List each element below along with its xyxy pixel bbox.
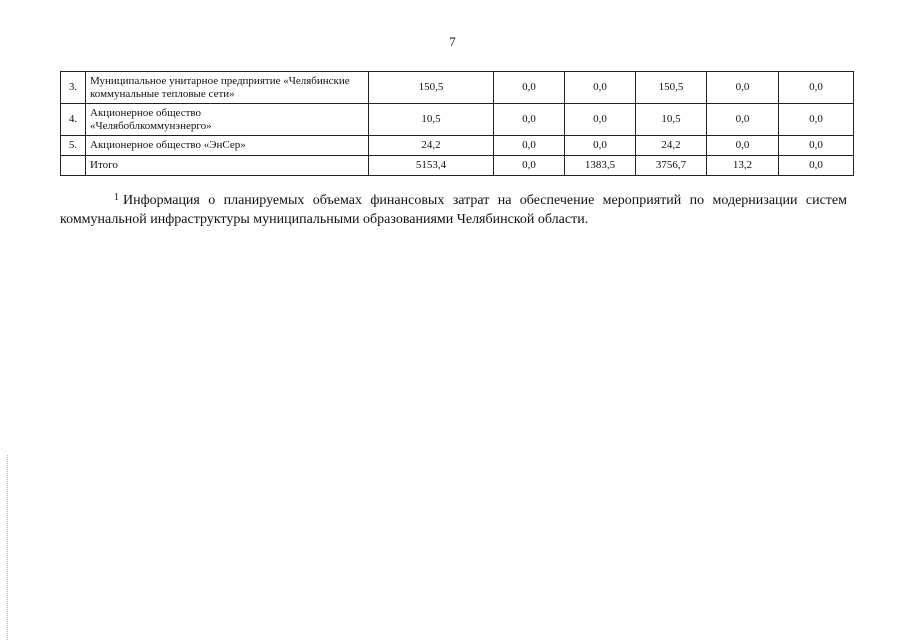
value-cell: 0,0 (494, 136, 565, 156)
row-number: 4. (61, 104, 86, 136)
organization-name: Акционерное общество «ЭнСер» (86, 136, 369, 156)
table-row (61, 136, 854, 156)
value-cell: 0,0 (565, 136, 636, 156)
value-cell: 0,0 (779, 72, 854, 104)
total-value-cell: 24,2 (369, 136, 494, 156)
total-value-cell: 5153,4 (369, 156, 494, 176)
table-row (61, 72, 854, 104)
total-value-cell: 150,5 (369, 72, 494, 104)
value-cell: 3756,7 (636, 156, 707, 176)
value-cell: 1383,5 (565, 156, 636, 176)
page-number: 7 (449, 34, 456, 49)
table-total-row (61, 156, 854, 176)
value-cell: 0,0 (494, 104, 565, 136)
funding-table (60, 71, 854, 176)
row-number (61, 156, 86, 176)
value-cell: 150,5 (636, 72, 707, 104)
value-cell: 0,0 (565, 72, 636, 104)
value-cell: 24,2 (636, 136, 707, 156)
scan-edge-line (7, 455, 8, 640)
value-cell: 0,0 (707, 72, 779, 104)
total-label: Итого (86, 156, 369, 176)
value-cell: 13,2 (707, 156, 779, 176)
footnote-text: Информация о планируемых объемах финансовых затрат на обеспечение мероприятий по модернизации систем коммунальной инфраструктуры муниципальными образованиями Челябинской области. (60, 193, 847, 227)
footnote (60, 191, 847, 229)
value-cell: 0,0 (779, 136, 854, 156)
row-number: 3. (61, 72, 86, 104)
value-cell: 0,0 (707, 104, 779, 136)
table-row (61, 104, 854, 136)
row-number: 5. (61, 136, 86, 156)
value-cell: 10,5 (636, 104, 707, 136)
organization-name: Акционерное общество «Челябоблкоммунэнерго» (86, 104, 369, 136)
value-cell: 0,0 (779, 104, 854, 136)
value-cell: 0,0 (494, 156, 565, 176)
footnote-marker: 1 (114, 192, 119, 203)
total-value-cell: 10,5 (369, 104, 494, 136)
value-cell: 0,0 (779, 156, 854, 176)
organization-name: Муниципальное унитарное предприятие «Челябинские коммунальные тепловые сети» (86, 72, 369, 104)
value-cell: 0,0 (565, 104, 636, 136)
value-cell: 0,0 (707, 136, 779, 156)
value-cell: 0,0 (494, 72, 565, 104)
